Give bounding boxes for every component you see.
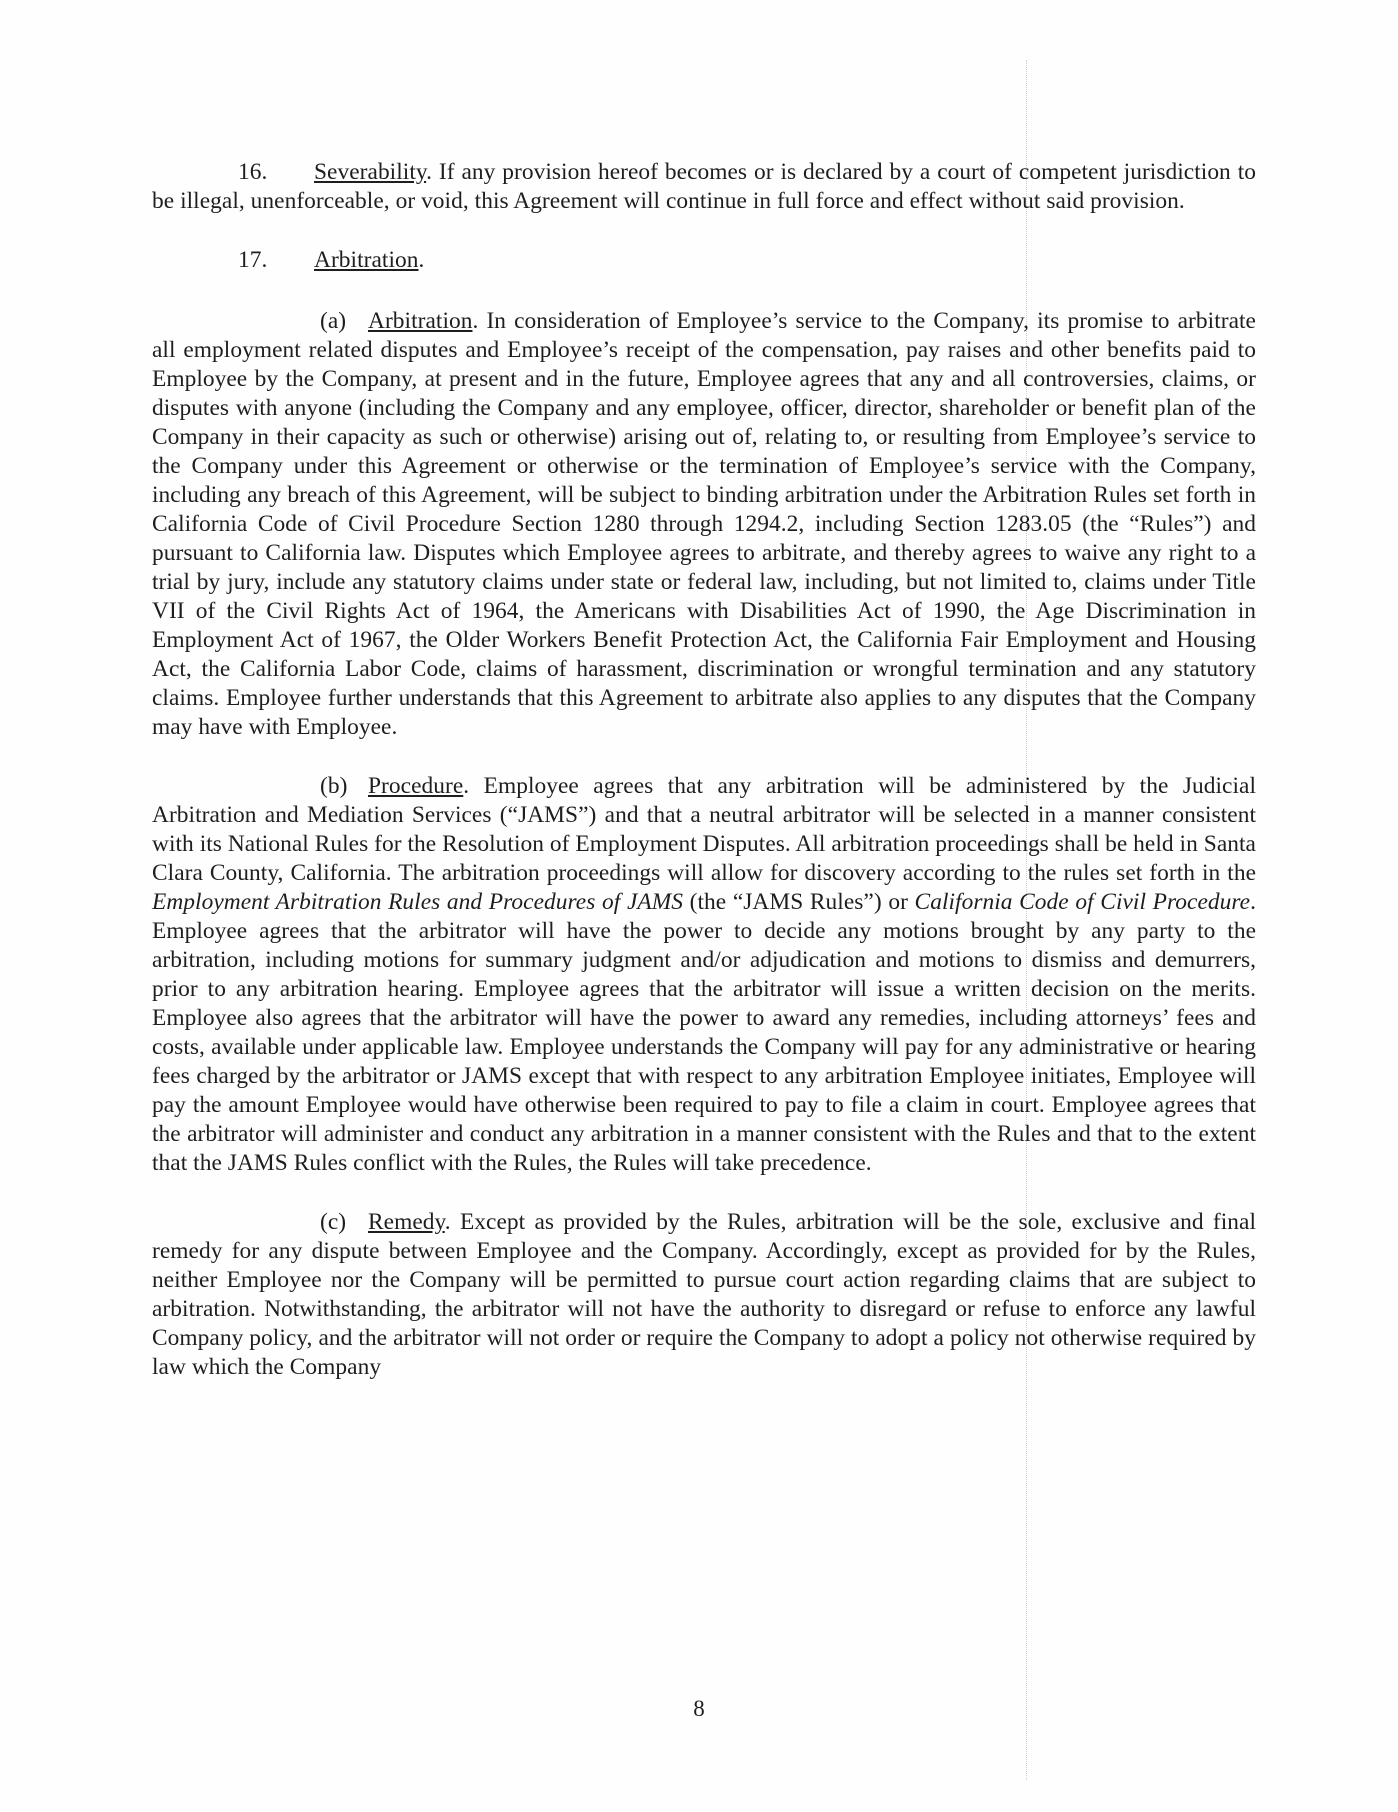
section-17-title-end: . <box>418 247 425 273</box>
subsection-b-title: Procedure <box>368 773 464 799</box>
subsection-b-procedure <box>152 772 1256 1178</box>
section-17-number: 17. <box>238 247 268 273</box>
subsection-a-arbitration <box>152 307 1256 742</box>
page-number: 8 <box>693 1696 705 1721</box>
subsection-a-text: . In consideration of Employee’s service to the Company, its promise to arbitrate all employment related disputes and Employee’s receipt of the compensation, pay raises and other benefits paid to Employee by the Company, at present and in the future, Employee agrees that any and all controversies, claims, or disputes with anyone (including the Company and any employee, officer, director, shareholder or benefit plan of the Company in their capacity as such or otherwise) arising out of, relating to, or resulting from Employee’s service to the Company under this Agreement or otherwise or the termination of Employee’s service with the Company, including any breach of this Agreement, will be subject to binding arbitration under the Arbitration Rules set forth in California Code of Civil Procedure Section 1280 through 1294.2, including Section 1283.05 (the “Rules”) and pursuant to California law. Disputes which Employee agrees to arbitrate, and thereby agrees to waive any right to a trial by jury, include any statutory claims under state or federal law, including, but not limited to, claims under Title VII of the Civil Rights Act of 1964, the Americans with Disabilities Act of 1990, the Age Discrimination in Employment Act of 1967, the Older Workers Benefit Protection Act, the California Fair Employment and Housing Act, the California Labor Code, claims of harassment, discrimination or wrongful termination and any statutory claims. Employee further understands that this Agreement to arbitrate also applies to any disputes that the Company may have with Employee. <box>152 308 1256 740</box>
subsection-a-title: Arbitration <box>368 308 473 334</box>
subsection-c-remedy <box>152 1208 1256 1382</box>
subsection-c-text: . Except as provided by the Rules, arbitration will be the sole, exclusive and final remedy for any dispute between Employee and the Company. Accordingly, except as provided for by the Rules, neither Employee nor the Company will be permitted to pursue court action regarding claims that are subject to arbitration. Notwithstanding, the arbitrator will not have the authority to disregard or refuse to enforce any lawful Company policy, and the arbitrator will not order or require the Company to adopt a policy not otherwise required by law which the Company <box>152 1209 1256 1380</box>
section-16-severability <box>152 158 1256 216</box>
section-17-heading <box>152 246 1256 275</box>
section-16-text: . If any provision hereof becomes or is declared by a court of competent jurisdiction to be illegal, unenforceable, or void, this Agreement will continue in full force and effect without said provision. <box>152 159 1256 214</box>
subsection-b-label: (b) <box>320 773 348 799</box>
section-17-title: Arbitration <box>314 247 419 273</box>
subsection-b-text-1: . Employee agrees that any arbitration will be administered by the Judicial Arbitration and Mediation Services (“JAMS”) and that a neutral arbitrator will be selected in a manner consistent with its National Rules for the Resolution of Employment Disputes. All arbitration proceedings shall be held in Santa Clara County, California. The arbitration proceedings will allow for discovery according to the rules set forth in the <box>152 773 1256 886</box>
subsection-b-text-2: (the “JAMS Rules”) or <box>683 889 915 915</box>
section-16-title: Severability <box>314 159 427 185</box>
document-body <box>152 158 1256 1412</box>
subsection-b-text-3: . Employee agrees that the arbitrator will have the power to decide any motions brought by any party to the arbitration, including motions for summary judgment and/or adjudication and motions to dismiss and demurrers, prior to any arbitration hearing. Employee agrees that the arbitrator will issue a written decision on the merits. Employee also agrees that the arbitrator will have the power to award any remedies, including attorneys’ fees and costs, available under applicable law. Employee understands the Company will pay for any administrative or hearing fees charged by the arbitrator or JAMS except that with respect to any arbitration Employee initiates, Employee will pay the amount Employee would have otherwise been required to pay to file a claim in court. Employee agrees that the arbitrator will administer and conduct any arbitration in a manner consistent with the Rules and that to the extent that the JAMS Rules conflict with the Rules, the Rules will take precedence. <box>152 889 1256 1176</box>
subsection-b-italic-2: California Code of Civil Procedure <box>914 889 1251 915</box>
section-16-number: 16. <box>238 159 268 185</box>
subsection-a-label: (a) <box>320 308 347 334</box>
subsection-c-title: Remedy <box>368 1209 445 1235</box>
subsection-c-label: (c) <box>320 1209 347 1235</box>
subsection-b-italic-1: Employment Arbitration Rules and Procedures of JAMS <box>152 889 683 915</box>
